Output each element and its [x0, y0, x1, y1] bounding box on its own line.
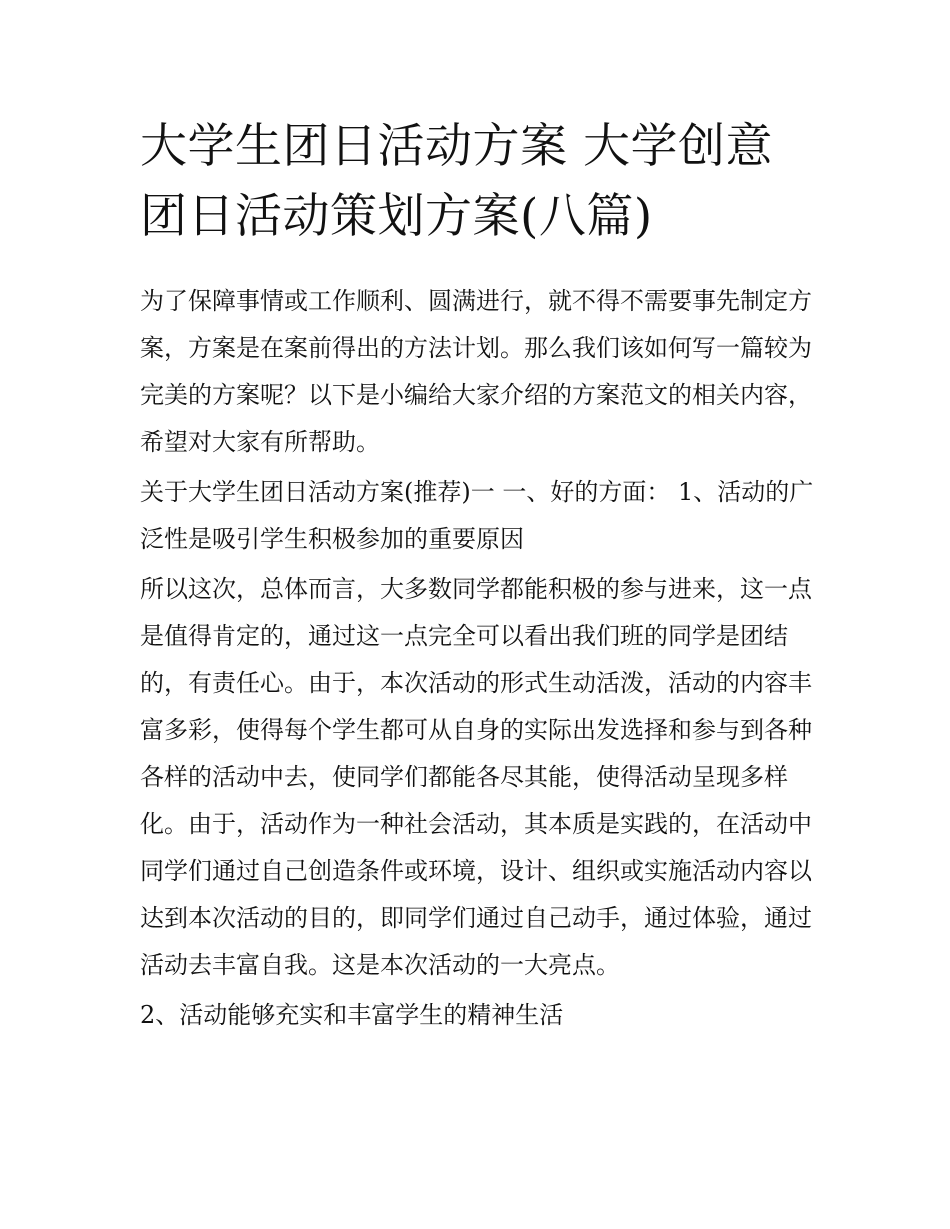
- document-body: [140, 278, 820, 1042]
- section-heading-paragraph: 关于大学生团日活动方案(推荐)一 一、好的方面： 1、活动的广泛性是吸引学生积极参加的重要原因: [140, 478, 814, 553]
- document-title: 大学生团日活动方案 大学创意团日活动策划方案(八篇): [140, 119, 773, 244]
- subheading-paragraph: 2、活动能够充实和丰富学生的精神生活: [140, 1001, 564, 1029]
- intro-paragraph: 为了保障事情或工作顺利、圆满进行，就不得不需要事先制定方案，方案是在案前得出的方法计划。那么我们该如何写一篇较为完美的方案呢？以下是小编给大家介绍的方案范文的相关内容，希望对大家有所帮助。: [140, 287, 812, 456]
- body-paragraph: 所以这次，总体而言，大多数同学都能积极的参与进来，这一点是值得肯定的，通过这一点完全可以看出我们班的同学是团结的，有责任心。由于，本次活动的形式生动活泼，活动的内容丰富多彩，使得每个学生都可从自身的实际出发选择和参与到各种各样的活动中去，使同学们都能各尽其能，使得活动呈现多样化。由于，活动作为一种社会活动，其本质是实践的，在活动中同学们通过自己创造条件或环境，设计、组织或实施活动内容以达到本次活动的目的，即同学们通过自己动手，通过体验，通过活动去丰富自我。这是本次活动的一大亮点。: [140, 575, 812, 979]
